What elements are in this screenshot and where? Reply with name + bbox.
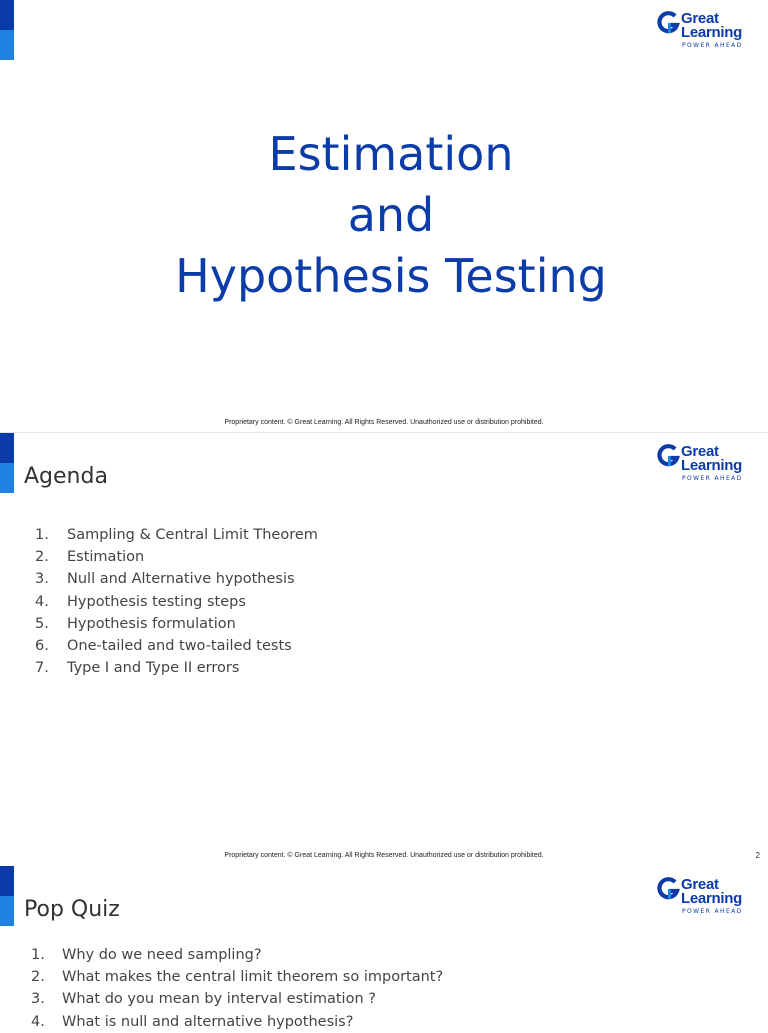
item-text: Hypothesis formulation xyxy=(67,615,236,632)
item-number: 3. xyxy=(31,991,45,1008)
page-number: 2 xyxy=(755,851,760,860)
title-line: Estimation xyxy=(268,127,514,181)
item-text: One-tailed and two-tailed tests xyxy=(67,637,292,654)
accent-bar xyxy=(0,433,14,493)
great-learning-g-icon xyxy=(656,443,680,469)
title-line: and xyxy=(347,188,435,242)
pop-quiz-slide xyxy=(0,866,768,1030)
item-text: What makes the central limit theorem so important? xyxy=(62,969,444,986)
great-learning-logo xyxy=(656,10,748,52)
logo-word-great: Great xyxy=(681,10,719,27)
title-slide xyxy=(0,0,768,432)
logo-tagline: POWER AHEAD xyxy=(682,475,743,482)
item-text: Sampling & Central Limit Theorem xyxy=(67,527,318,543)
accent-bar xyxy=(0,866,14,926)
great-learning-logo xyxy=(656,443,748,485)
great-learning-g-icon xyxy=(656,876,680,902)
item-number: 5. xyxy=(35,615,49,632)
item-text: Estimation xyxy=(67,549,145,566)
slide-heading: Agenda xyxy=(24,464,108,489)
logo-word-learning: Learning xyxy=(681,890,742,907)
item-number: 2. xyxy=(35,549,49,566)
slide-heading: Pop Quiz xyxy=(24,897,120,922)
item-text: What do you mean by interval estimation ? xyxy=(62,991,376,1008)
item-text: Null and Alternative hypothesis xyxy=(67,571,295,588)
agenda-slide xyxy=(0,433,768,866)
logo-word-learning: Learning xyxy=(681,457,742,474)
great-learning-logo xyxy=(656,876,748,918)
item-text: Why do we need sampling? xyxy=(62,947,262,963)
logo-word-great: Great xyxy=(681,443,719,460)
logo-tagline: POWER AHEAD xyxy=(682,42,743,49)
title-line: Hypothesis Testing xyxy=(175,249,607,303)
item-number: 2. xyxy=(31,969,45,986)
great-learning-g-icon xyxy=(656,10,680,36)
item-number: 3. xyxy=(35,571,49,588)
presentation-title xyxy=(0,124,768,307)
item-text: Type I and Type II errors xyxy=(67,660,240,677)
accent-bar xyxy=(0,0,14,60)
item-number: 6. xyxy=(35,637,49,654)
copyright-footer: Proprietary content. © Great Learning. All Rights Reserved. Unauthorized use or distribution prohibited. xyxy=(224,852,544,859)
item-number: 4. xyxy=(35,593,49,610)
item-number: 1. xyxy=(35,527,49,543)
logo-word-great: Great xyxy=(681,876,719,893)
logo-word-learning: Learning xyxy=(681,24,742,41)
item-number: 1. xyxy=(31,947,45,963)
item-number: 4. xyxy=(31,1013,45,1030)
copyright-footer: Proprietary content. © Great Learning. All Rights Reserved. Unauthorized use or distribution prohibited. xyxy=(224,419,544,426)
item-text: What is null and alternative hypothesis? xyxy=(62,1013,354,1030)
item-number: 7. xyxy=(35,660,49,677)
logo-tagline: POWER AHEAD xyxy=(682,908,743,915)
item-text: Hypothesis testing steps xyxy=(67,593,246,610)
